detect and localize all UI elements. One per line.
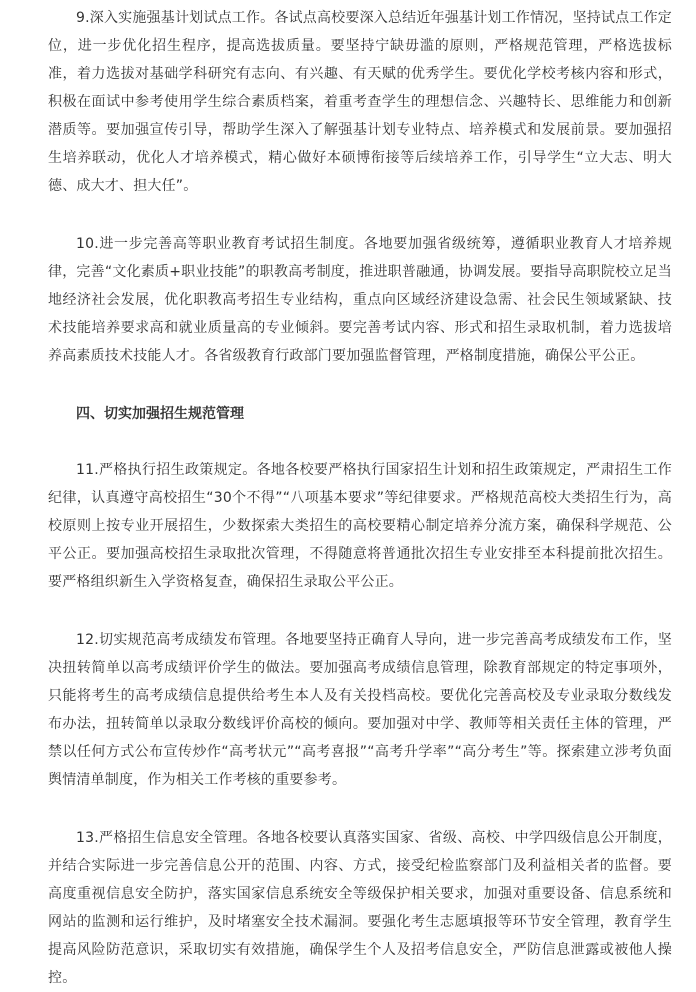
paragraph-13: 13.严格招生信息安全管理。各地各校要认真落实国家、省级、高校、中学四级信息公开制度，并结合实际进一步完善信息公开的范围、内容、方式，接受纪检监察部门及利益相关者的监督。要高度重视信息安全防护，落实国家信息系统安全等级保护相关要求，加强对重要设备、信息系统和网站的监测和运行维护，及时堵塞安全技术漏洞。要强化考生志愿填报等环节安全管理，教育学生提高风险防范意识，采取切实有效措施，确保学生个人及招考信息安全，严防信息泄露或被他人操控。 (48, 830, 672, 986)
section-heading: 四、切实加强招生规范管理 (76, 406, 244, 422)
paragraph-9: 9.深入实施强基计划试点工作。各试点高校要深入总结近年强基计划工作情况，坚持试点工作定位，进一步优化招生程序，提高选拔质量。要坚持宁缺毋滥的原则，严格规范管理，严格选拔标准，着力选拔对基础学科研究有志向、有兴趣、有天赋的优秀学生。要优化学校考核内容和形式，积极在面试中参考使用学生综合素质档案，着重考查学生的理想信念、兴趣特长、思维能力和创新潜质等。要加强宣传引导，帮助学生深入了解强基计划专业特点、培养模式和发展前景。要加强招生培养联动，优化人才培养模式，精心做好本硕博衔接等后续培养工作，引导学生“立大志、明大德、成大才、担大任”。 (48, 10, 672, 194)
paragraph-gap (48, 428, 672, 456)
paragraph-gap (48, 794, 672, 824)
paragraph-gap (48, 200, 672, 230)
paragraph-10: 10.进一步完善高等职业教育考试招生制度。各地要加强省级统筹，遵循职业教育人才培养规律，完善“文化素质+职业技能”的职教高考制度，推进职普融通，协调发展。要指导高职院校立足当地经济社会发展，优化职教高考招生专业结构，重点向区域经济建设急需、社会民生领域紧缺、技术技能培养要求高和就业质量高的专业倾斜。要完善考试内容、形式和招生录取机制，着力选拔培养高素质技术技能人才。各省级教育行政部门要加强监督管理，严格制度措施，确保公平公正。 (48, 236, 672, 364)
paragraph-gap (48, 596, 672, 626)
paragraph-12: 12.切实规范高考成绩发布管理。各地要坚持正确育人导向，进一步完善高考成绩发布工作，坚决扭转简单以高考成绩评价学生的做法。要加强高考成绩信息管理，除教育部规定的特定事项外，只能将考生的高考成绩信息提供给考生本人及有关投档高校。要优化完善高校及专业录取分数线发布办法，扭转简单以录取分数线评价高校的倾向。要加强对中学、教师等相关责任主体的管理，严禁以任何方式公布宣传炒作“高考状元”“高考喜报”“高考升学率”“高分考生”等。探索建立涉考负面舆情清单制度，作为相关工作考核的重要参考。 (48, 632, 672, 788)
paragraph-gap (48, 370, 672, 400)
paragraph-11: 11.严格执行招生政策规定。各地各校要严格执行国家招生计划和招生政策规定，严肃招生工作纪律，认真遵守高校招生“30个不得”“八项基本要求”等纪律要求。严格规范高校大类招生行为，高校原则上按专业开展招生，少数探索大类招生的高校要精心制定培养分流方案，确保科学规范、公平公正。要加强高校招生录取批次管理，不得随意将普通批次招生专业安排至本科提前批次招生。要严格组织新生入学资格复查，确保招生录取公平公正。 (48, 462, 672, 590)
